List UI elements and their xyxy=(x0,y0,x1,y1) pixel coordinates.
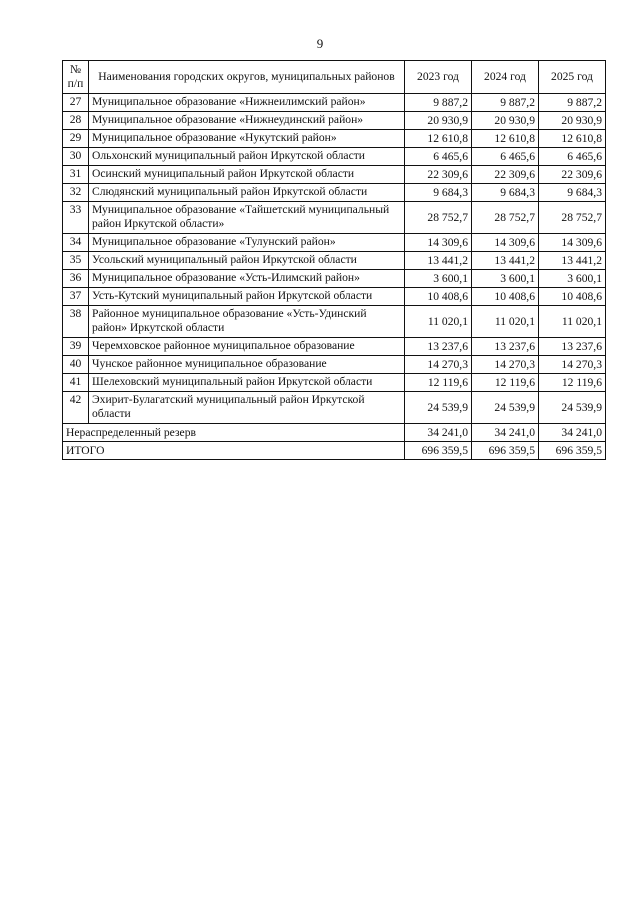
row-value-2024: 12 119,6 xyxy=(472,374,539,392)
table-row xyxy=(63,184,606,202)
row-value-2024: 11 020,1 xyxy=(472,306,539,338)
row-num: 42 xyxy=(63,392,89,424)
row-num: 28 xyxy=(63,112,89,130)
row-num: 36 xyxy=(63,270,89,288)
row-name: Черемховское районное муниципальное образование xyxy=(89,338,405,356)
row-num: 30 xyxy=(63,148,89,166)
row-value-2023: 22 309,6 xyxy=(405,166,472,184)
table-row xyxy=(63,234,606,252)
row-value-2023: 12 119,6 xyxy=(405,374,472,392)
row-name: Ольхонский муниципальный район Иркутской области xyxy=(89,148,405,166)
row-value-2023: 14 270,3 xyxy=(405,356,472,374)
row-num: 34 xyxy=(63,234,89,252)
row-name: Чунское районное муниципальное образование xyxy=(89,356,405,374)
budget-table xyxy=(62,60,606,460)
row-num: 40 xyxy=(63,356,89,374)
row-name: Осинский муниципальный район Иркутской области xyxy=(89,166,405,184)
row-value-2024: 10 408,6 xyxy=(472,288,539,306)
total-row xyxy=(63,442,606,460)
row-value-2025: 12 119,6 xyxy=(539,374,606,392)
header-2023: 2023 год xyxy=(405,61,472,94)
row-value-2025: 22 309,6 xyxy=(539,166,606,184)
row-value-2025: 11 020,1 xyxy=(539,306,606,338)
row-value-2024: 12 610,8 xyxy=(472,130,539,148)
row-name: Муниципальное образование «Тайшетский муниципальный район Иркутской области» xyxy=(89,202,405,234)
row-value-2024: 6 465,6 xyxy=(472,148,539,166)
total-value-2025: 696 359,5 xyxy=(539,442,606,460)
row-value-2024: 14 270,3 xyxy=(472,356,539,374)
reserve-value-2023: 34 241,0 xyxy=(405,424,472,442)
row-value-2025: 24 539,9 xyxy=(539,392,606,424)
row-value-2025: 13 237,6 xyxy=(539,338,606,356)
header-2024: 2024 год xyxy=(472,61,539,94)
row-name: Усольский муниципальный район Иркутской области xyxy=(89,252,405,270)
row-num: 39 xyxy=(63,338,89,356)
row-name: Усть-Кутский муниципальный район Иркутской области xyxy=(89,288,405,306)
table-row xyxy=(63,356,606,374)
row-value-2024: 13 441,2 xyxy=(472,252,539,270)
page-number: 9 xyxy=(316,36,324,51)
total-value-2023: 696 359,5 xyxy=(405,442,472,460)
row-value-2024: 20 930,9 xyxy=(472,112,539,130)
row-value-2025: 14 270,3 xyxy=(539,356,606,374)
table-body xyxy=(63,94,606,460)
reserve-value-2025: 34 241,0 xyxy=(539,424,606,442)
row-name: Муниципальное образование «Нижнеилимский район» xyxy=(89,94,405,112)
row-num: 37 xyxy=(63,288,89,306)
row-value-2025: 13 441,2 xyxy=(539,252,606,270)
row-name: Муниципальное образование «Тулунский район» xyxy=(89,234,405,252)
row-num: 38 xyxy=(63,306,89,338)
row-value-2024: 3 600,1 xyxy=(472,270,539,288)
table-row xyxy=(63,288,606,306)
row-value-2024: 9 887,2 xyxy=(472,94,539,112)
header-2025: 2025 год xyxy=(539,61,606,94)
row-value-2023: 6 465,6 xyxy=(405,148,472,166)
row-value-2024: 28 752,7 xyxy=(472,202,539,234)
row-value-2023: 14 309,6 xyxy=(405,234,472,252)
row-value-2023: 13 441,2 xyxy=(405,252,472,270)
table-row xyxy=(63,94,606,112)
table-row xyxy=(63,252,606,270)
row-name: Муниципальное образование «Нукутский район» xyxy=(89,130,405,148)
row-value-2025: 9 684,3 xyxy=(539,184,606,202)
row-num: 33 xyxy=(63,202,89,234)
row-num: 31 xyxy=(63,166,89,184)
reserve-value-2024: 34 241,0 xyxy=(472,424,539,442)
table-row xyxy=(63,270,606,288)
row-value-2025: 20 930,9 xyxy=(539,112,606,130)
row-value-2024: 22 309,6 xyxy=(472,166,539,184)
header-num: № п/п xyxy=(63,61,89,94)
table-row xyxy=(63,166,606,184)
table-header xyxy=(63,61,606,94)
row-value-2023: 12 610,8 xyxy=(405,130,472,148)
row-value-2025: 3 600,1 xyxy=(539,270,606,288)
row-value-2025: 10 408,6 xyxy=(539,288,606,306)
row-value-2023: 11 020,1 xyxy=(405,306,472,338)
total-value-2024: 696 359,5 xyxy=(472,442,539,460)
table-row xyxy=(63,338,606,356)
row-value-2023: 28 752,7 xyxy=(405,202,472,234)
row-value-2023: 24 539,9 xyxy=(405,392,472,424)
row-name: Шелеховский муниципальный район Иркутской области xyxy=(89,374,405,392)
row-value-2023: 3 600,1 xyxy=(405,270,472,288)
row-num: 35 xyxy=(63,252,89,270)
reserve-label: Нераспределенный резерв xyxy=(63,424,405,442)
row-name: Районное муниципальное образование «Усть-Удинский район» Иркутской области xyxy=(89,306,405,338)
header-name: Наименования городских округов, муниципальных районов xyxy=(89,61,405,94)
row-value-2025: 9 887,2 xyxy=(539,94,606,112)
row-value-2023: 9 684,3 xyxy=(405,184,472,202)
row-num: 29 xyxy=(63,130,89,148)
total-label: ИТОГО xyxy=(63,442,405,460)
table-row xyxy=(63,392,606,424)
table-row xyxy=(63,112,606,130)
row-value-2025: 12 610,8 xyxy=(539,130,606,148)
reserve-row xyxy=(63,424,606,442)
table-row xyxy=(63,130,606,148)
table-row xyxy=(63,148,606,166)
row-value-2025: 6 465,6 xyxy=(539,148,606,166)
table-row xyxy=(63,202,606,234)
row-num: 41 xyxy=(63,374,89,392)
row-num: 27 xyxy=(63,94,89,112)
row-value-2023: 13 237,6 xyxy=(405,338,472,356)
row-num: 32 xyxy=(63,184,89,202)
row-value-2025: 14 309,6 xyxy=(539,234,606,252)
row-value-2024: 9 684,3 xyxy=(472,184,539,202)
row-value-2023: 9 887,2 xyxy=(405,94,472,112)
row-value-2023: 10 408,6 xyxy=(405,288,472,306)
row-name: Муниципальное образование «Нижнеудинский район» xyxy=(89,112,405,130)
row-value-2024: 13 237,6 xyxy=(472,338,539,356)
row-name: Слюдянский муниципальный район Иркутской области xyxy=(89,184,405,202)
table-row xyxy=(63,374,606,392)
row-value-2024: 24 539,9 xyxy=(472,392,539,424)
row-name: Эхирит-Булагатский муниципальный район Иркутской области xyxy=(89,392,405,424)
row-value-2024: 14 309,6 xyxy=(472,234,539,252)
row-value-2023: 20 930,9 xyxy=(405,112,472,130)
row-value-2025: 28 752,7 xyxy=(539,202,606,234)
table-row xyxy=(63,306,606,338)
row-name: Муниципальное образование «Усть-Илимский район» xyxy=(89,270,405,288)
